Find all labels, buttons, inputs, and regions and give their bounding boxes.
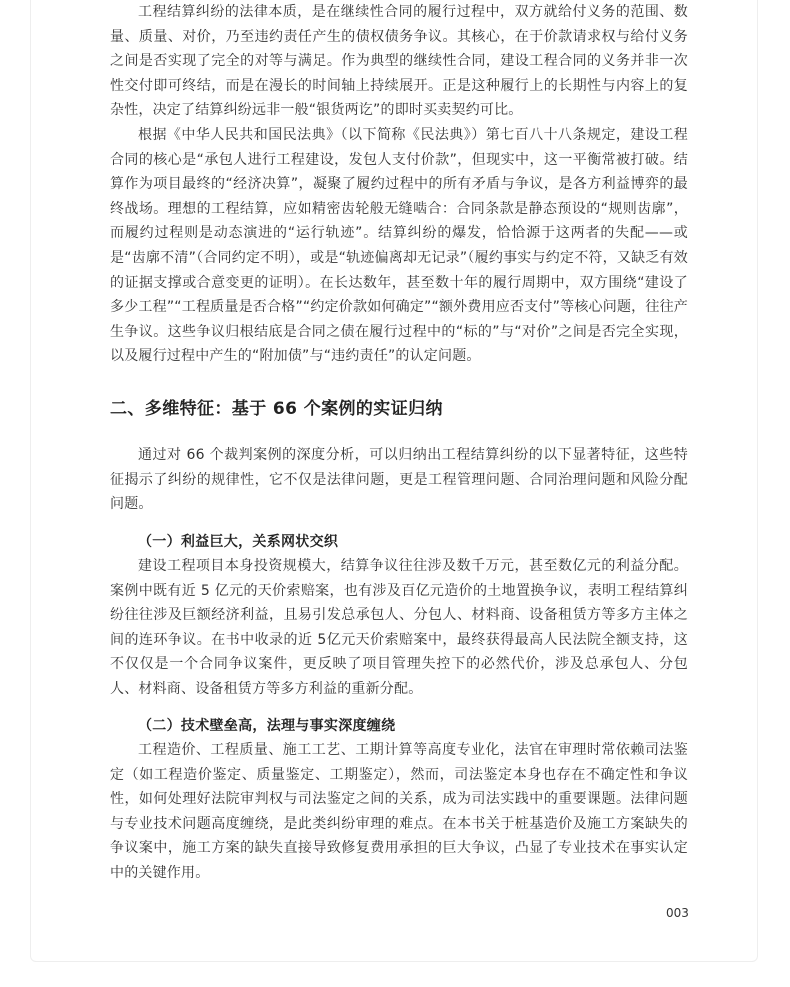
page-number: 003 [666,906,689,920]
paragraph-case-analysis: 通过对 66 个裁判案例的深度分析，可以归纳出工程结算纠纷的以下显著特征，这些特征揭示了纠纷的规律性，它不仅是法律问题，更是工程管理问题、合同治理问题和风险分配问题。 [110,447,688,513]
paragraph-legal-nature: 工程结算纠纷的法律本质，是在继续性合同的履行过程中，双方就给付义务的范围、数量、质量、对价，乃至违约责任产生的债权债务争议。其核心，在于价款请求权与给付义务之间是否实现了完全的对等与满足。作为典型的继续性合同，建设工程合同的义务并非一次性交付即可终结，而是在漫长的时间轴上持续展开。正是这种履行上的长期性与内容上的复杂性，决定了结算纠纷远非一般“银货两讫”的即时买卖契约可比。 [110,4,688,119]
subheading-technical: （二）技术壁垒高，法理与事实深度缠绕 [138,718,396,734]
paragraph-technical: 工程造价、工程质量、施工工艺、工期计算等高度专业化，法官在审理时常依赖司法鉴定（如工程造价鉴定、质量鉴定、工期鉴定），然而，司法鉴定本身也存在不确定性和争议性，如何处理好法院审判权与司法鉴定之间的关系，成为司法实践中的重要课题。法律问题与专业技术问题高度缠绕，是此类纠纷审理的难点。在本书关于桩基造价及施工方案缺失的争议案中，施工方案的缺失直接导致修复费用承担的巨大争议，凸显了专业技术在事实认定中的关键作用。 [110,742,688,881]
paragraph-civil-code: 根据《中华人民共和国民法典》（以下简称《民法典》）第七百八十八条规定，建设工程合同的核心是“承包人进行工程建设，发包人支付价款”，但现实中，这一平衡常被打破。结算作为项目最终的“经济决算”，凝聚了履约过程中的所有矛盾与争议，是各方利益博弈的最终战场。理想的工程结算，应如精密齿轮般无缝啮合：合同条款是静态预设的“规则齿廓”，而履约过程则是动态演进的“运行轨迹”。结算纠纷的爆发，恰恰源于这两者的失配——或是“齿廓不清”（合同约定不明），或是“轨迹偏离却无记录”（履约事实与约定不符，又缺乏有效的证据支撑或合意变更的证明）。在长达数年，甚至数十年的履行周期中，双方围绕“建设了多少工程”“工程质量是否合格”“约定价款如何确定”“额外费用应否支付”等核心问题，往往产生争议。这些争议归根结底是合同之债在履行过程中的“标的”与“对价”之间是否完全实现，以及履行过程中产生的“附加债”与“违约责任”的认定问题。 [110,127,688,365]
paragraph-interests: 建设工程项目本身投资规模大，结算争议往往涉及数千万元，甚至数亿元的利益分配。案例中既有近 5 亿元的天价索赔案，也有涉及百亿元造价的土地置换争议，表明工程结算纠纷往往涉及巨额经济利益，且易引发总承包人、分包人、材料商、设备租赁方等多方主体之间的连环争议。在书中收录的近 5亿元天价索赔案中，最终获得最高人民法院全额支持，这不仅仅是一个合同争议案件，更反映了项目管理失控下的必然代价，涉及总承包人、分包人、材料商、设备租赁方等多方利益的重新分配。 [110,558,688,697]
section-heading: 二、多维特征：基于 66 个案例的实证归纳 [110,399,443,419]
subheading-interests: （一）利益巨大，关系网状交织 [138,534,339,550]
